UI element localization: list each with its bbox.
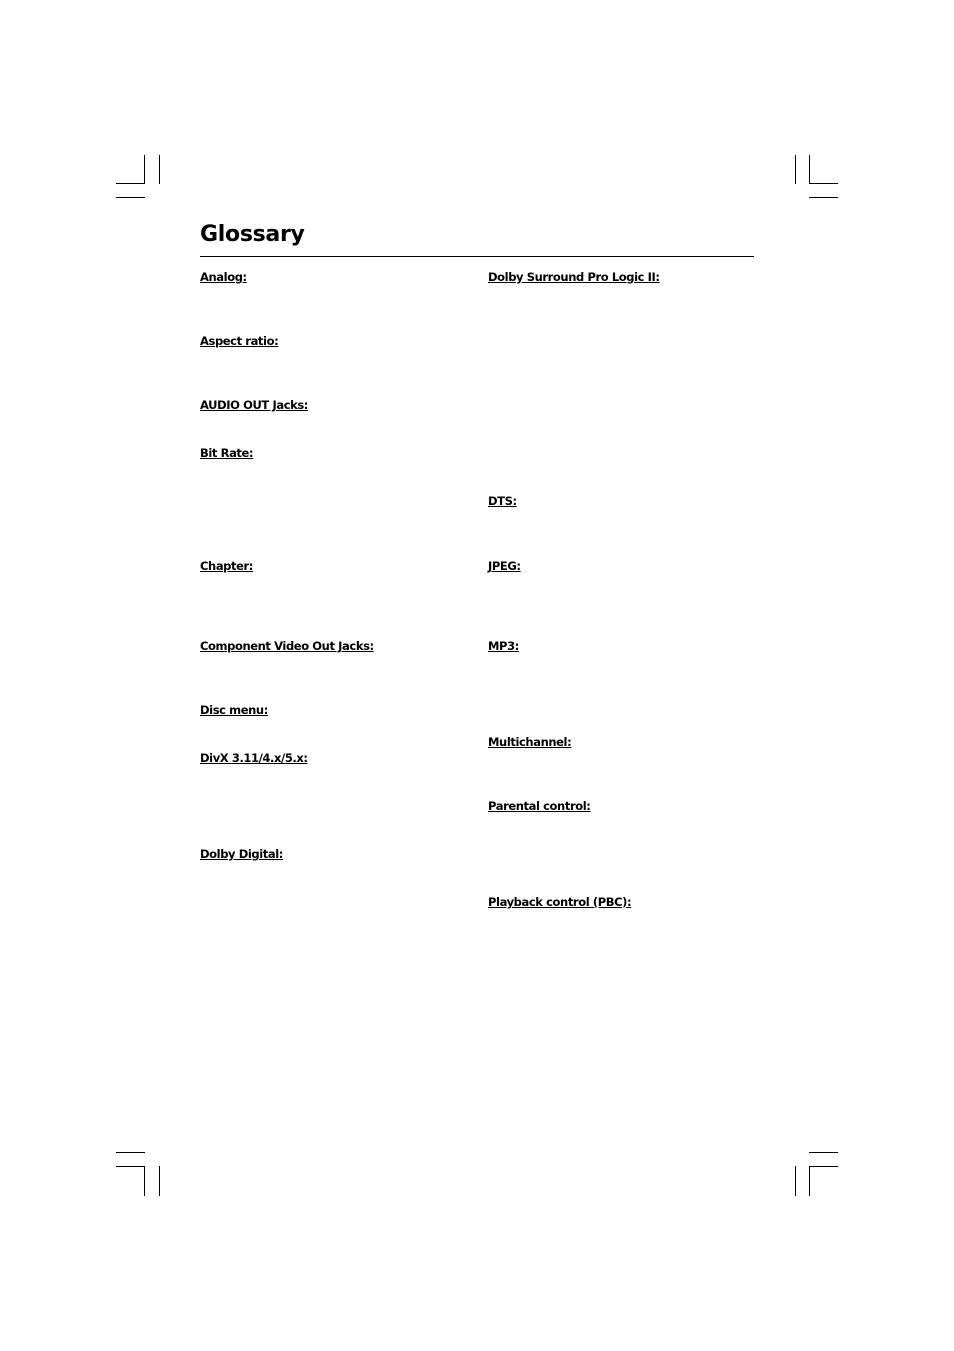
glossary-term-bit-rate: Bit Rate: [200, 446, 254, 460]
crop-mark-bottom-left-v2 [159, 1166, 160, 1196]
glossary-term-audio-out-jacks: AUDIO OUT Jacks: [200, 398, 308, 412]
crop-mark-bottom-left-h1 [116, 1152, 145, 1153]
page-title: Glossary [200, 222, 305, 247]
crop-mark-top-right-h1 [809, 183, 838, 184]
glossary-term-playback-control: Playback control (PBC): [488, 895, 632, 909]
crop-mark-bottom-left-h2 [116, 1166, 145, 1167]
crop-mark-top-left-h1 [116, 183, 145, 184]
crop-mark-bottom-right-v1 [795, 1166, 796, 1196]
crop-mark-top-left-v1 [144, 155, 145, 184]
glossary-term-dolby-surround-pro-logic-ii: Dolby Surround Pro Logic II: [488, 270, 660, 284]
glossary-term-multichannel: Multichannel: [488, 735, 572, 749]
glossary-term-aspect-ratio: Aspect ratio: [200, 334, 279, 348]
glossary-term-parental-control: Parental control: [488, 799, 591, 813]
crop-mark-bottom-left-v1 [144, 1166, 145, 1196]
crop-mark-bottom-right-v2 [809, 1166, 810, 1196]
glossary-term-disc-menu: Disc menu: [200, 703, 268, 717]
glossary-term-dts: DTS: [488, 494, 517, 508]
crop-mark-bottom-right-h2 [809, 1166, 838, 1167]
glossary-term-jpeg: JPEG: [488, 559, 521, 573]
crop-mark-top-left-v2 [159, 155, 160, 184]
glossary-term-dolby-digital: Dolby Digital: [200, 847, 283, 861]
title-divider [200, 256, 754, 257]
crop-mark-top-left-h2 [116, 197, 145, 198]
glossary-term-analog: Analog: [200, 270, 247, 284]
crop-mark-bottom-right-h1 [809, 1152, 838, 1153]
crop-mark-top-right-v2 [809, 155, 810, 184]
glossary-term-component-video-out-jacks: Component Video Out Jacks: [200, 639, 374, 653]
glossary-term-divx: DivX 3.11/4.x/5.x: [200, 751, 308, 765]
crop-mark-top-right-v1 [795, 155, 796, 184]
glossary-term-chapter: Chapter: [200, 559, 253, 573]
crop-mark-top-right-h2 [809, 197, 838, 198]
glossary-term-mp3: MP3: [488, 639, 519, 653]
